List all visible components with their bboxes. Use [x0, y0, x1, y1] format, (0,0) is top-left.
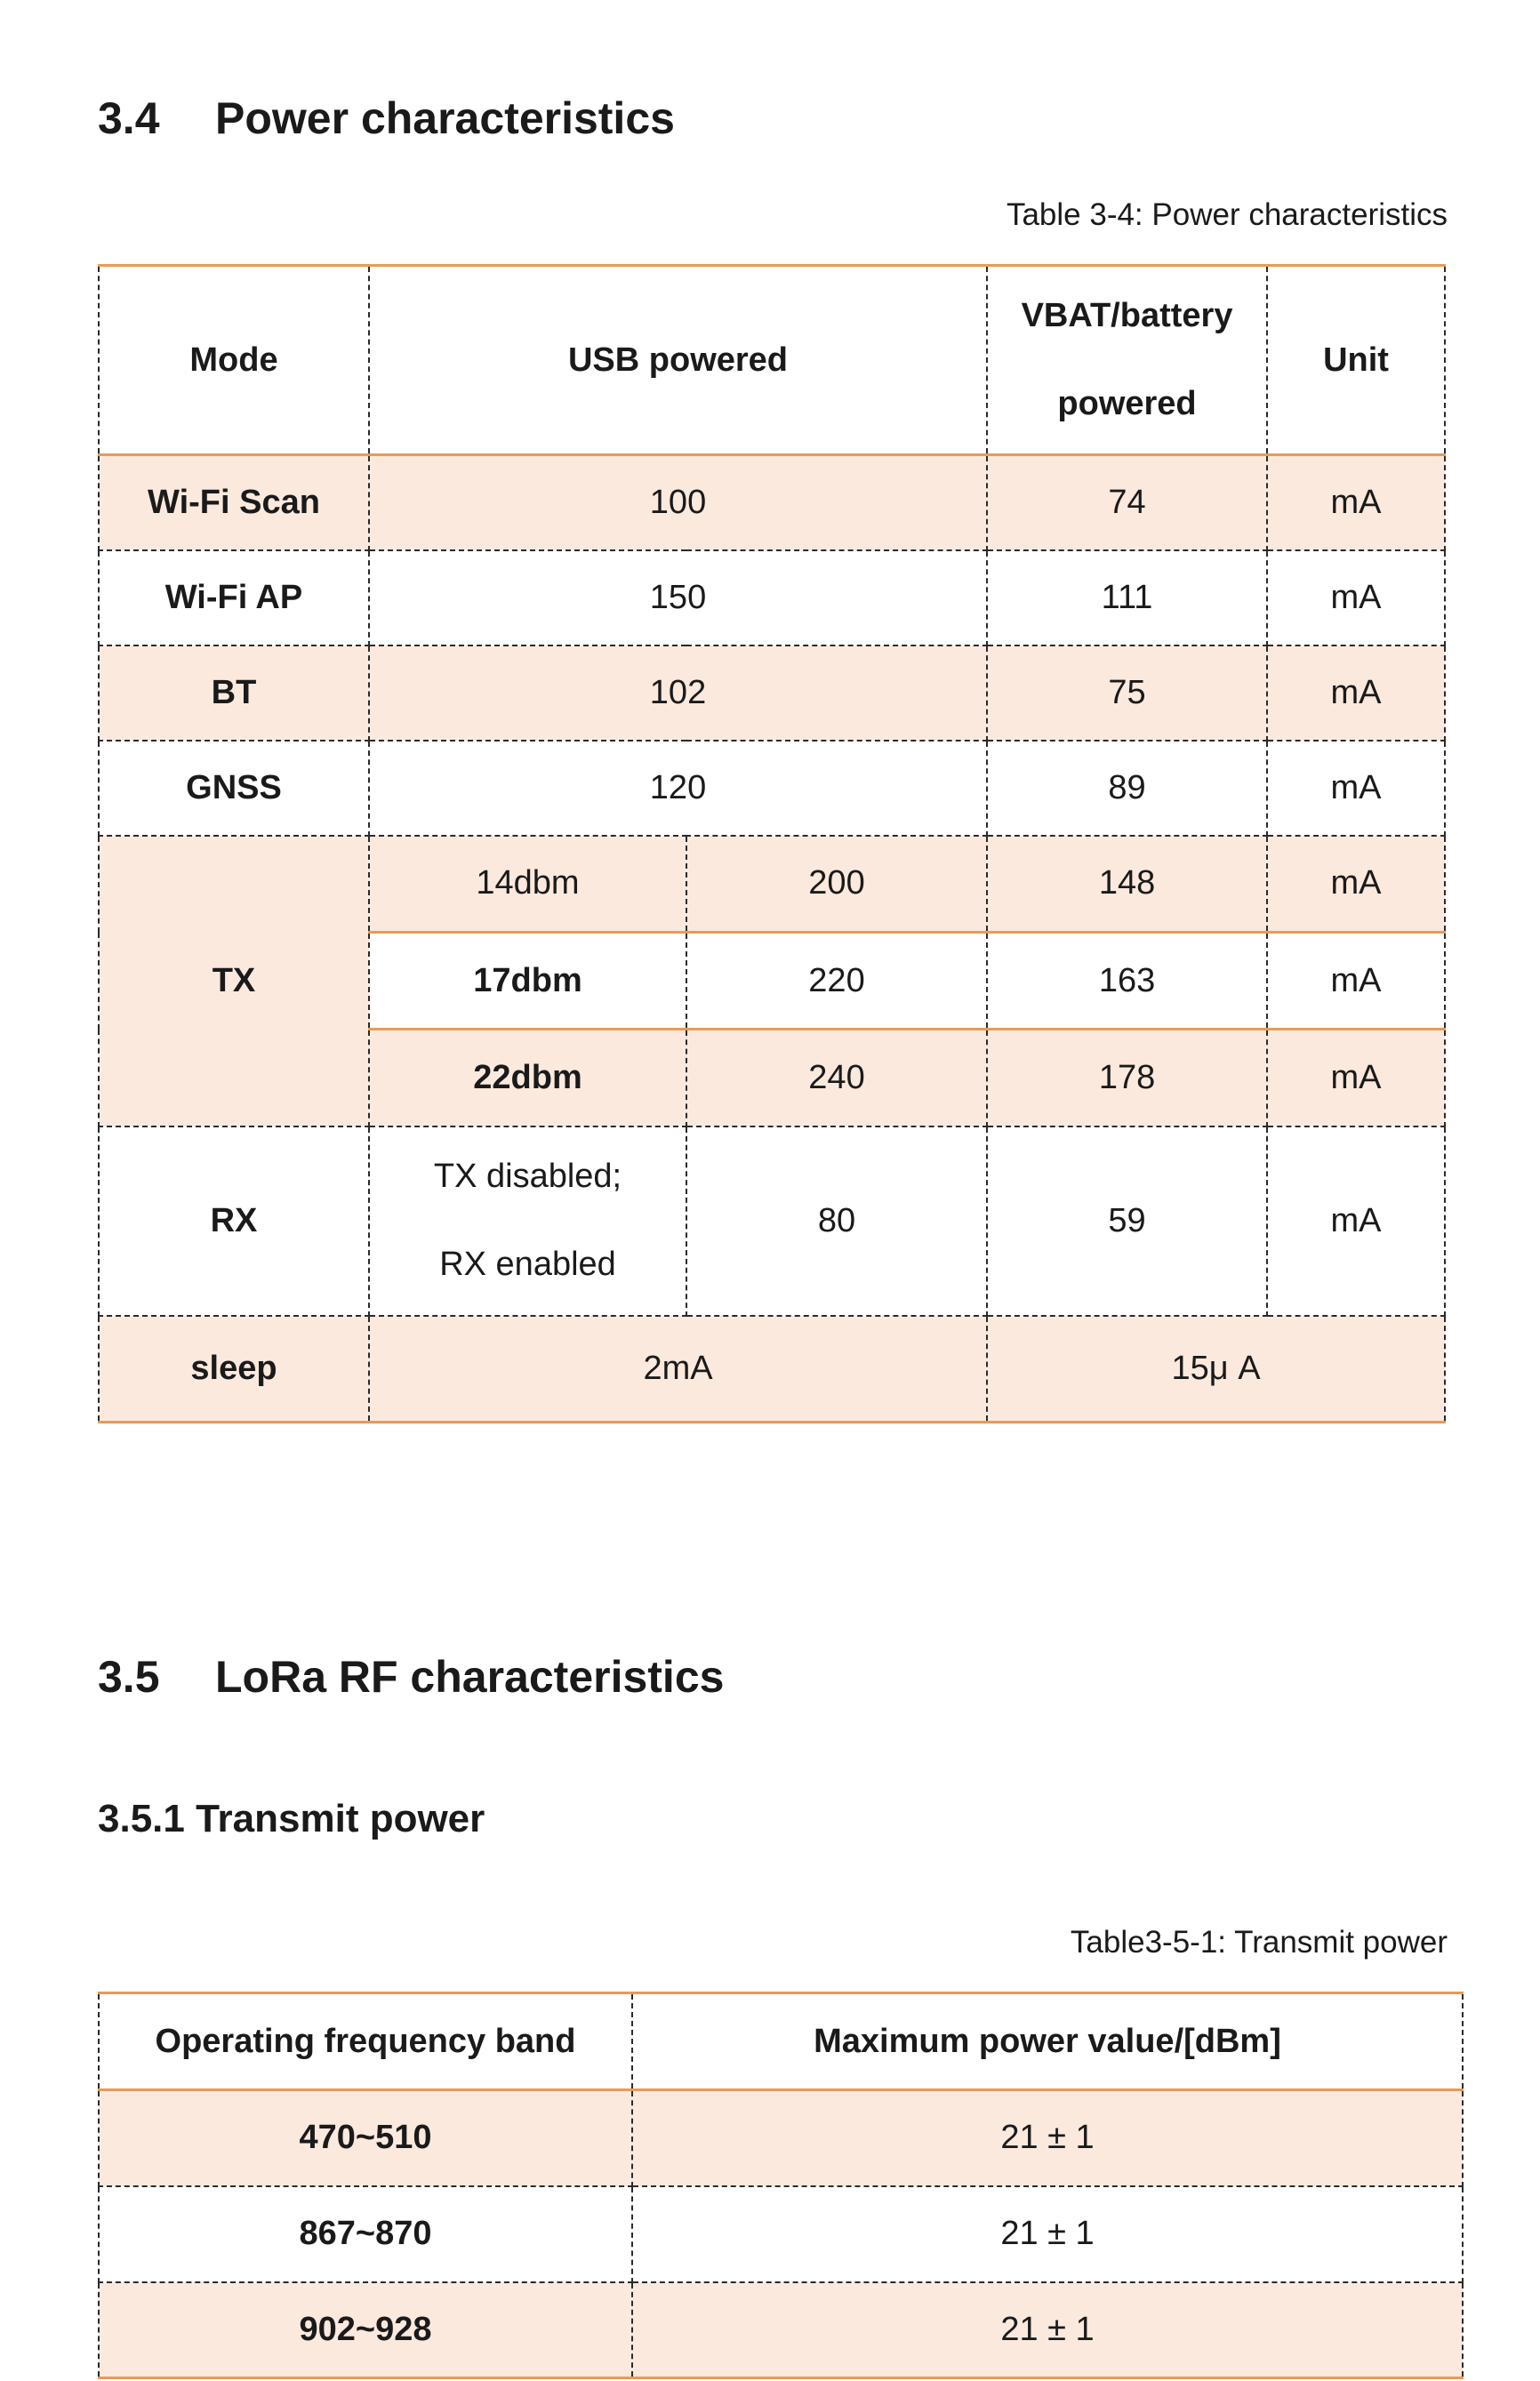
table-row [99, 836, 1445, 933]
rx-condition-line1: TX disabled; [433, 1158, 622, 1195]
table-row [99, 2186, 1463, 2282]
table-caption: Table3-5-1: Transmit power [1070, 1925, 1448, 1960]
vbat-cell: 15μ A [987, 1316, 1445, 1423]
vbat-cell: 75 [987, 645, 1267, 741]
usb-cell: 240 [686, 1030, 987, 1126]
usb-cell: 102 [369, 645, 987, 741]
usb-cell: 120 [369, 741, 987, 836]
unit-cell: mA [1267, 1030, 1445, 1126]
table-row [99, 1316, 1445, 1423]
section-title: Power characteristics [215, 93, 675, 143]
mode-cell-sleep: sleep [99, 1316, 369, 1423]
header-vbat-line2: powered [1057, 385, 1197, 422]
vbat-cell: 178 [987, 1030, 1267, 1126]
unit-cell: mA [1267, 645, 1445, 741]
usb-cell: 200 [686, 836, 987, 933]
header-mode: Mode [99, 266, 369, 455]
unit-cell: mA [1267, 1126, 1445, 1316]
usb-cell: 100 [369, 455, 987, 550]
band-cell: 867~870 [99, 2186, 632, 2282]
rx-condition-line2: RX enabled [439, 1246, 616, 1283]
power-cell: 21 ± 1 [632, 2090, 1463, 2186]
mode-cell: GNSS [99, 741, 369, 836]
unit-cell: mA [1267, 550, 1445, 645]
mode-cell: Wi-Fi Scan [99, 455, 369, 550]
mode-cell-rx: RX [99, 1126, 369, 1316]
power-characteristics-table [98, 264, 1446, 1423]
tx-power-cell: 22dbm [369, 1030, 686, 1126]
usb-cell: 150 [369, 550, 987, 645]
vbat-cell: 148 [987, 836, 1267, 933]
table-row [99, 455, 1445, 550]
tx-power-cell: 17dbm [369, 933, 686, 1030]
section-heading-lora [98, 1651, 809, 1704]
section-number: 3.4 [98, 93, 160, 143]
mode-cell-tx: TX [99, 836, 369, 1126]
table-row [99, 2090, 1463, 2186]
header-vbat-line1: VBAT/battery [1021, 297, 1233, 334]
table-caption: Table 3-4: Power characteristics [1006, 197, 1448, 232]
unit-cell: mA [1267, 455, 1445, 550]
table-row [99, 2282, 1463, 2378]
usb-cell: 2mA [369, 1316, 987, 1423]
unit-cell: mA [1267, 933, 1445, 1030]
table-row [99, 741, 1445, 836]
unit-cell: mA [1267, 836, 1445, 933]
tx-power-cell: 14dbm [369, 836, 686, 933]
vbat-cell: 74 [987, 455, 1267, 550]
table-row [99, 550, 1445, 645]
vbat-cell: 59 [987, 1126, 1267, 1316]
table-row [99, 1126, 1445, 1316]
band-cell: 470~510 [99, 2090, 632, 2186]
rx-condition-cell [369, 1126, 686, 1316]
power-cell: 21 ± 1 [632, 2282, 1463, 2378]
usb-cell: 220 [686, 933, 987, 1030]
transmit-power-table [98, 1992, 1464, 2379]
header-frequency-band: Operating frequency band [99, 1993, 632, 2090]
header-max-power: Maximum power value/[dBm] [632, 1993, 1463, 2090]
section-heading-power [98, 92, 720, 146]
vbat-cell: 163 [987, 933, 1267, 1030]
header-usb-powered: USB powered [369, 266, 987, 455]
band-cell: 902~928 [99, 2282, 632, 2378]
header-vbat-powered [987, 266, 1267, 455]
subsection-heading: 3.5.1 Transmit power [98, 1797, 485, 1840]
vbat-cell: 111 [987, 550, 1267, 645]
section-number: 3.5 [98, 1652, 160, 1702]
table-row [99, 645, 1445, 741]
mode-cell: Wi-Fi AP [99, 550, 369, 645]
section-title: LoRa RF characteristics [215, 1652, 725, 1702]
header-unit: Unit [1267, 266, 1445, 455]
usb-cell: 80 [686, 1126, 987, 1316]
power-cell: 21 ± 1 [632, 2186, 1463, 2282]
mode-cell: BT [99, 645, 369, 741]
vbat-cell: 89 [987, 741, 1267, 836]
unit-cell: mA [1267, 741, 1445, 836]
